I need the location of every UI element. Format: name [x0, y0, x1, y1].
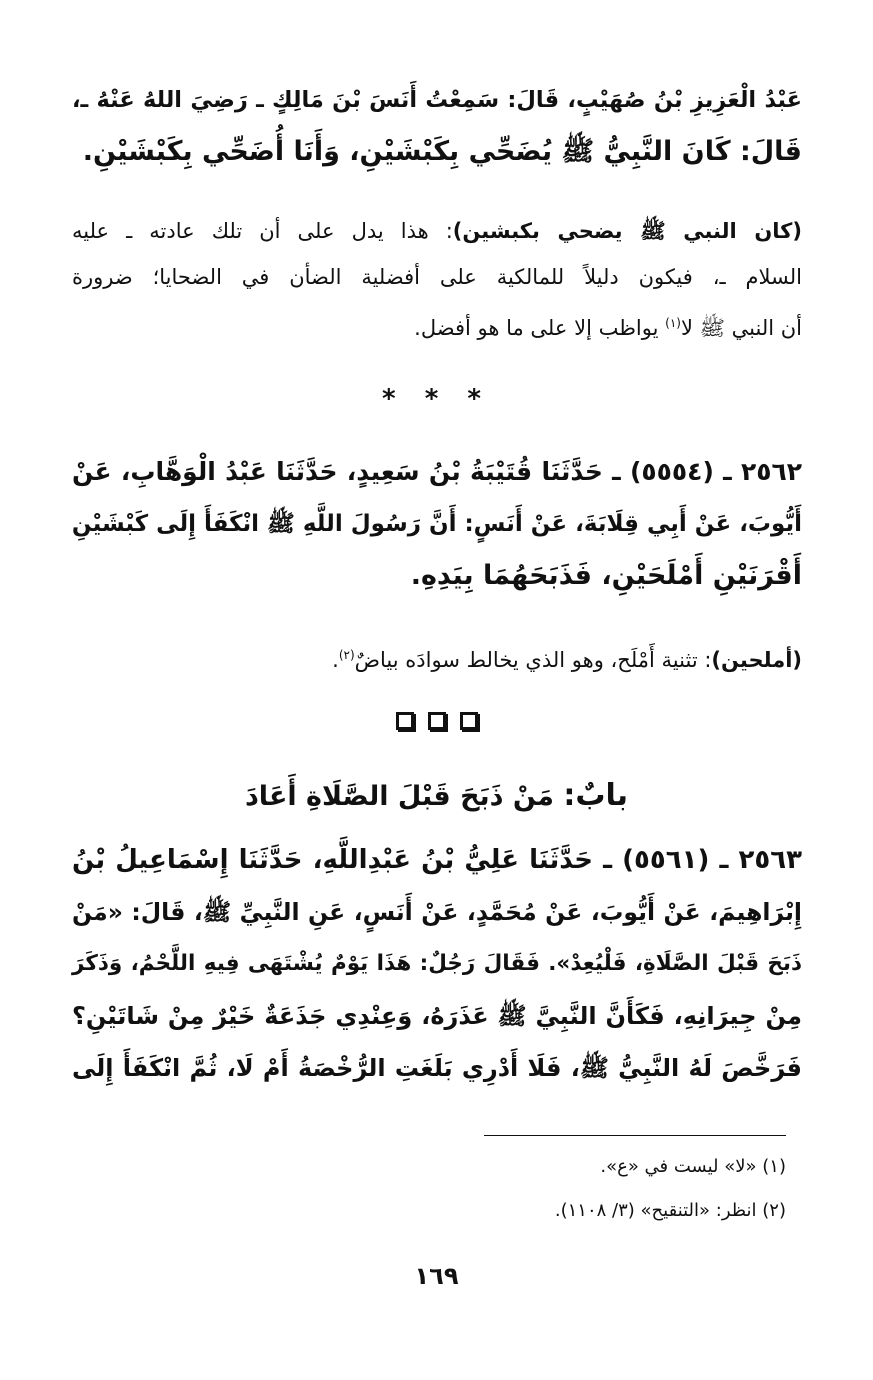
footnote-ref: (٢)	[338, 648, 355, 662]
text-line: إِبْرَاهِيمَ، عَنْ أَيُّوبَ، عَنْ مُحَمَّدٍ، عَنْ أَنَسٍ، عَنِ النَّبِيِّ ﷺ، قَالَ: «مَنْ	[72, 898, 802, 926]
footnote: (٢) انظر: «التنقيح» (٣/ ١١٠٨).	[554, 1200, 786, 1221]
hadith-2562	[72, 446, 802, 602]
commentary-text: يواظب إلا على ما هو أفضل.	[414, 316, 666, 340]
text-line: ٢٥٦٢ ـ (٥٥٥٤) ـ حَدَّثَنَا قُتَيْبَةُ بْنُ سَعِيدٍ، حَدَّثَنَا عَبْدُ الْوَهَّابِ، عَنْ	[72, 457, 802, 486]
text-line	[72, 208, 802, 254]
footnote: (١) «لا» ليست في «ع».	[600, 1156, 786, 1177]
footnote-ref: (١)	[665, 316, 681, 330]
chapter-label: بابٌ:	[563, 778, 629, 813]
section-separator: * * *	[382, 384, 491, 414]
text-line: مِنْ جِيرَانِهِ، فَكَأَنَّ النَّبِيَّ ﷺ عَذَرَهُ، وَعِنْدِي جَذَعَةٌ خَيْرٌ مِنْ شَاتَيْنِ؟	[72, 1002, 802, 1030]
hadith-2563	[72, 834, 802, 1094]
commentary-text: : تثنية أَمْلَح، وهو الذي يخالط سوادَه بياضٌ	[354, 648, 712, 672]
chapter-heading	[0, 778, 873, 813]
commentary-1	[72, 208, 802, 346]
text-line: أَيُّوبَ، عَنْ أَبِي قِلَابَةَ، عَنْ أَنَسٍ: أَنَّ رَسُولَ اللَّهِ ﷺ انْكَفَأَ إِلَى كَبْشَيْنِ	[71, 511, 802, 537]
footnote-divider	[484, 1135, 786, 1136]
commentary-text: أن النبي ﷺ لا	[680, 316, 802, 340]
text-line: السلام ـ، فيكون دليلاً للمالكية على أفضلية الضأن في الضحايا؛ ضرورة	[72, 265, 802, 289]
commentary-keyword: (أملحين)	[711, 648, 802, 672]
chapter-title: مَنْ ذَبَحَ قَبْلَ الصَّلَاةِ أَعَادَ	[244, 781, 554, 812]
text-line: عَبْدُ الْعَزِيزِ بْنُ صُهَيْبٍ، قَالَ: سَمِعْتُ أَنَسَ بْنَ مَالِكٍ ـ رَضِيَ اللهُ عَنْهُ ـ،	[72, 87, 802, 113]
hadith-continuation	[72, 74, 802, 178]
text-line: قَالَ: كَانَ النَّبِيُّ ﷺ يُضَحِّي بِكَبْشَيْنِ، وَأَنَا أُضَحِّي بِكَبْشَيْنِ.	[82, 136, 802, 167]
commentary-keyword: (كان النبي ﷺ يضحي بكبشين)	[452, 219, 802, 243]
commentary-2	[72, 632, 802, 678]
text-line	[72, 632, 802, 678]
text-line: فَرَخَّصَ لَهُ النَّبِيُّ ﷺ، فَلَا أَدْرِي بَلَغَتِ الرُّخْصَةُ أَمْ لَا، ثُمَّ انْكَفَأَ إِلَى	[72, 1054, 802, 1082]
text-line: ٢٥٦٣ ـ (٥٥٦١) ـ حَدَّثَنَا عَلِيُّ بْنُ عَبْدِاللَّهِ، حَدَّثَنَا إِسْمَاعِيلُ بْنُ	[72, 845, 802, 875]
ornament-box	[460, 712, 478, 730]
punctuation: .	[332, 648, 339, 672]
chapter-ornament	[0, 712, 873, 730]
commentary-text: : هذا يدل على أن تلك عادته ـ عليه	[72, 219, 453, 243]
text-line: ذَبَحَ قَبْلَ الصَّلَاةِ، فَلْيُعِدْ». فَقَالَ رَجُلٌ: هَذَا يَوْمٌ يُشْتَهَى فِيهِ اللَّحْمُ، وَذَكَرَ	[72, 951, 802, 976]
page-number: ١٦٩	[414, 1262, 459, 1290]
text-line	[72, 300, 802, 346]
ornament-box	[428, 712, 446, 730]
text-line: أَقْرَنَيْنِ أَمْلَحَيْنِ، فَذَبَحَهُمَا بِيَدِهِ.	[410, 560, 802, 591]
ornament-box	[396, 712, 414, 730]
